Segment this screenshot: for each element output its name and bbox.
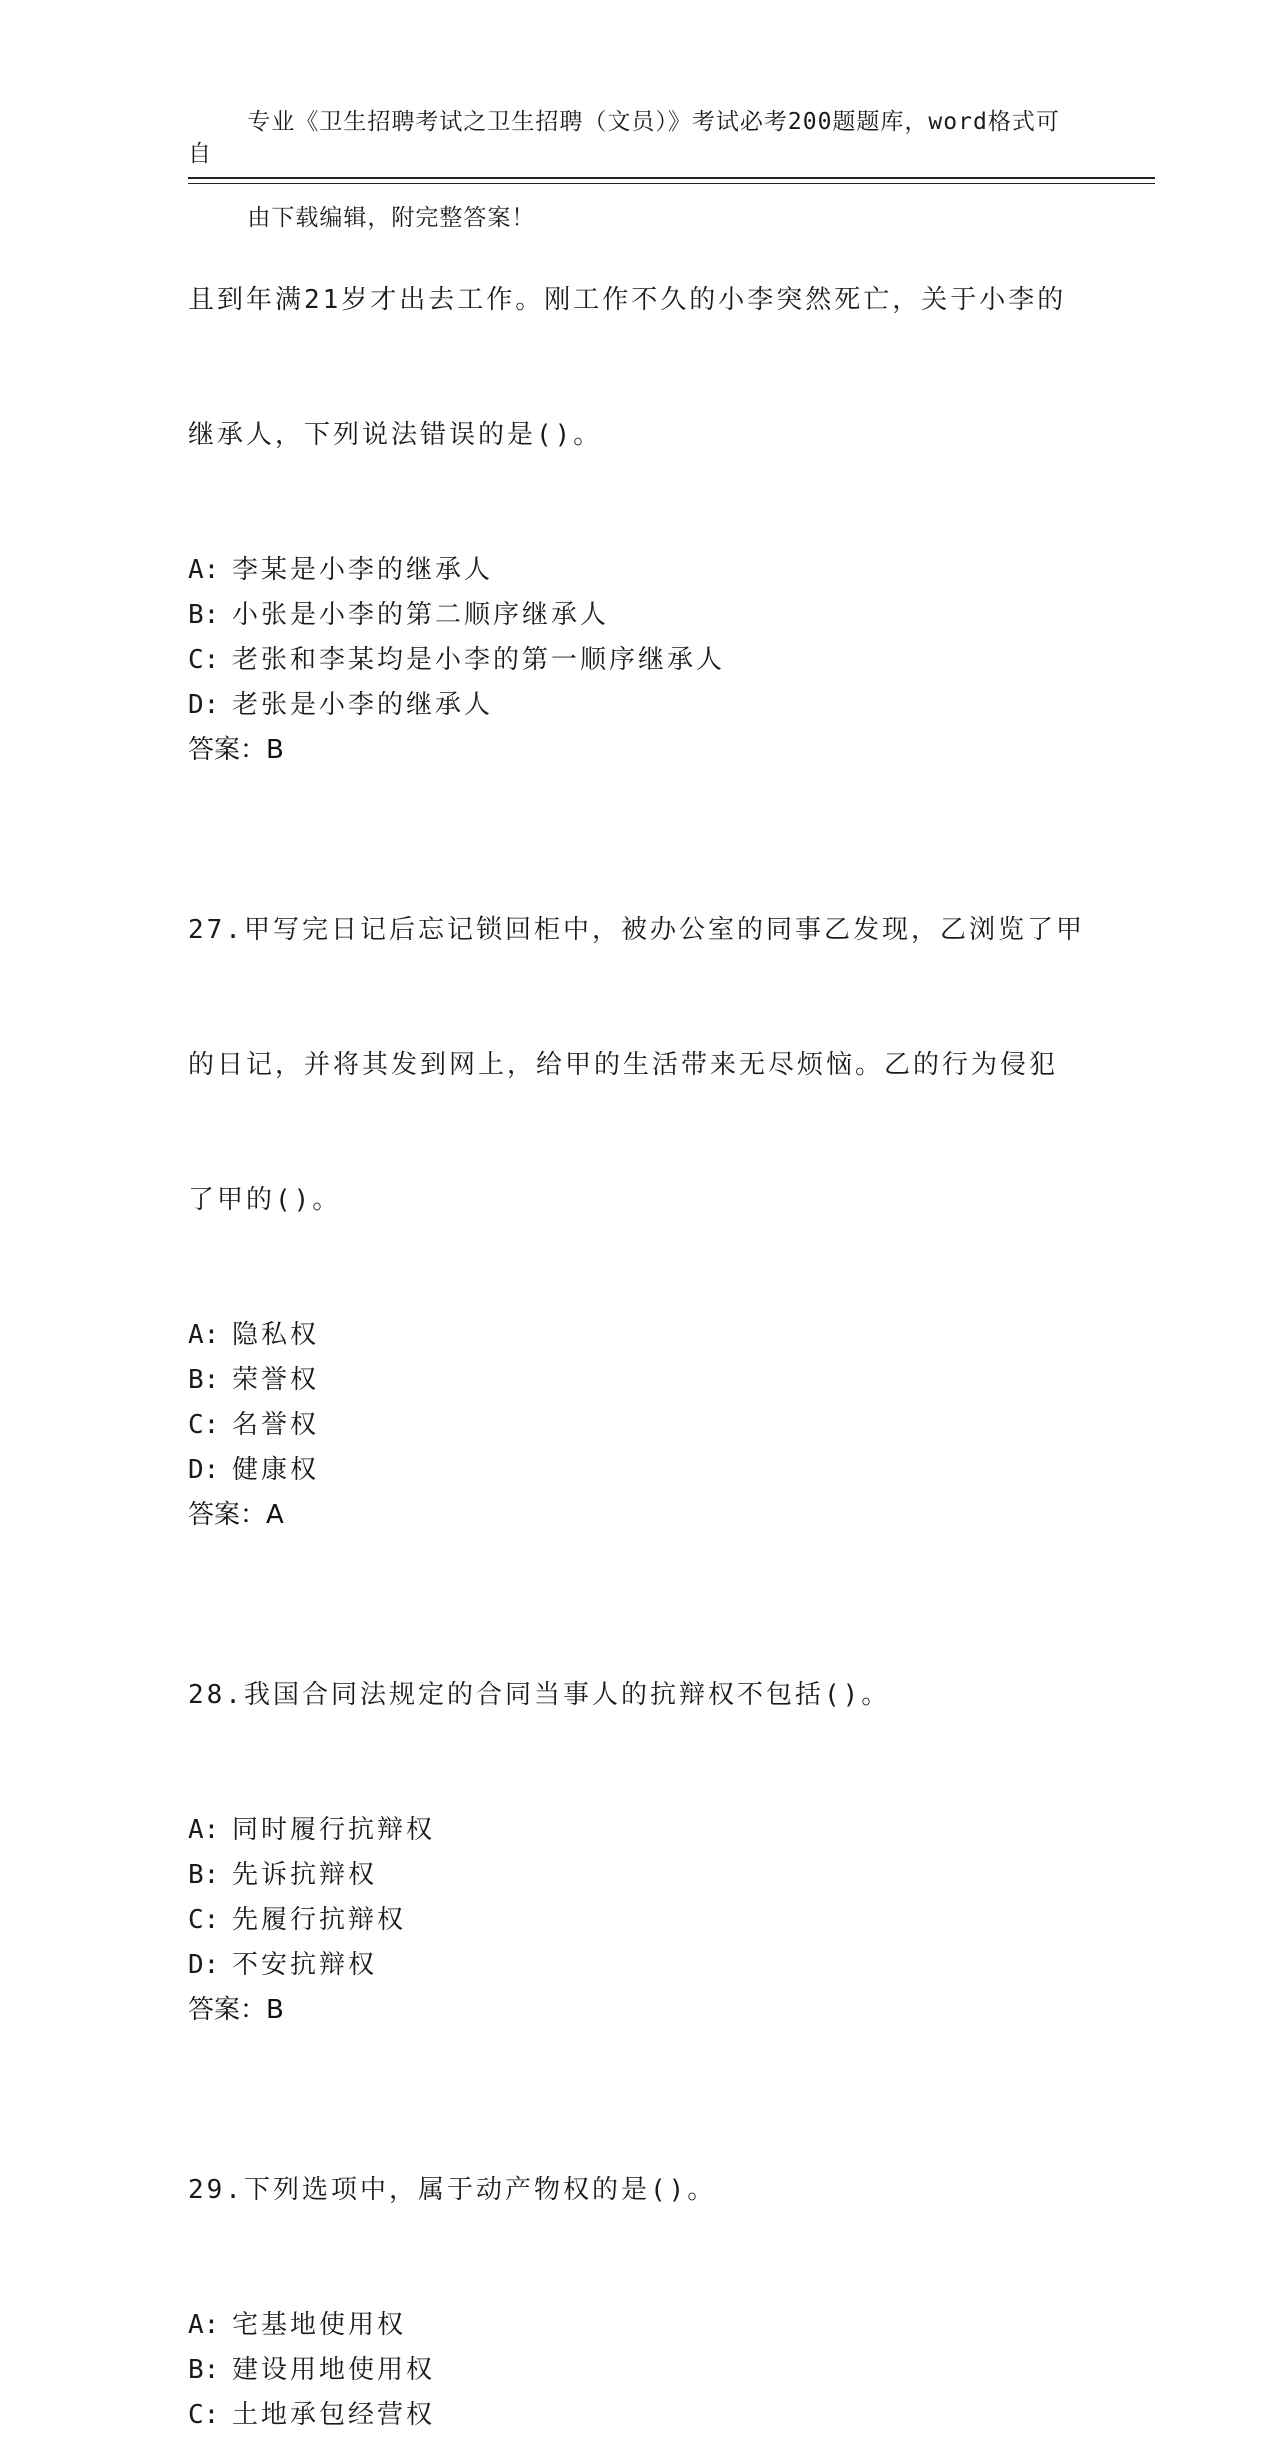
option-key: C: xyxy=(188,2400,220,2430)
option-c xyxy=(188,2393,1088,2438)
option-key: B: xyxy=(188,2355,220,2385)
option-text: 建设用地使用权 xyxy=(232,2355,436,2385)
option-text: 不安抗辩权 xyxy=(232,1950,378,1980)
option-c xyxy=(188,638,1088,683)
option-key: C: xyxy=(188,645,220,675)
question-list xyxy=(188,188,1088,2438)
spacer xyxy=(188,2033,1088,2078)
option-text: 同时履行抗辩权 xyxy=(232,1815,436,1845)
option-text: 先履行抗辩权 xyxy=(232,1905,407,1935)
option-text: 隐私权 xyxy=(232,1320,320,1350)
option-d xyxy=(188,1943,1088,1988)
option-c xyxy=(188,1403,1088,1448)
question-text-line: 了甲的()。 xyxy=(188,1185,342,1215)
option-a xyxy=(188,1808,1088,1853)
option-text: 老张是小李的继承人 xyxy=(232,690,494,720)
header-line-1: 专业《卫生招聘考试之卫生招聘（文员）》考试必考200题题库，word格式可自 xyxy=(188,109,1060,167)
option-a xyxy=(188,548,1088,593)
option-text: 土地承包经营权 xyxy=(232,2400,436,2430)
option-a xyxy=(188,2303,1088,2348)
option-d xyxy=(188,683,1088,728)
question-text-line: 27.甲写完日记后忘记锁回柜中，被办公室的同事乙发现，乙浏览了甲 xyxy=(188,915,1085,945)
question-block-28 xyxy=(188,1583,1088,2033)
spacer xyxy=(188,773,1088,818)
option-b xyxy=(188,1853,1088,1898)
option-text: 健康权 xyxy=(232,1455,320,1485)
header-line-2: 由下载编辑，附完整答案！ xyxy=(247,205,536,231)
option-d xyxy=(188,1448,1088,1493)
question-text xyxy=(188,818,1088,1313)
header-divider-thick xyxy=(188,177,1155,179)
option-text: 名誉权 xyxy=(232,1410,320,1440)
option-text: 先诉抗辩权 xyxy=(232,1860,378,1890)
option-b xyxy=(188,2348,1088,2393)
option-key: B: xyxy=(188,600,220,630)
question-text-line: 继承人，下列说法错误的是()。 xyxy=(188,420,603,450)
option-key: D: xyxy=(188,1455,220,1485)
option-key: B: xyxy=(188,1365,220,1395)
question-text-line: 的日记，并将其发到网上，给甲的生活带来无尽烦恼。乙的行为侵犯 xyxy=(188,1050,1059,1080)
option-text: 宅基地使用权 xyxy=(232,2310,407,2340)
option-text: 小张是小李的第二顺序继承人 xyxy=(232,600,610,630)
option-b xyxy=(188,1358,1088,1403)
option-key: D: xyxy=(188,1950,220,1980)
question-text xyxy=(188,1583,1088,1808)
question-text-line: 28.我国合同法规定的合同当事人的抗辩权不包括()。 xyxy=(188,1680,891,1710)
question-text-line: 29.下列选项中，属于动产物权的是()。 xyxy=(188,2175,717,2205)
answer-line: 答案：B xyxy=(188,1995,284,2025)
question-text xyxy=(188,188,1088,548)
option-c xyxy=(188,1898,1088,1943)
option-text: 李某是小李的继承人 xyxy=(232,555,494,585)
spacer xyxy=(188,1538,1088,1583)
header-divider-thin xyxy=(188,183,1155,184)
question-text xyxy=(188,2078,1088,2303)
option-key: C: xyxy=(188,1905,220,1935)
answer-line: 答案：A xyxy=(188,1500,284,1530)
option-b xyxy=(188,593,1088,638)
answer-line: 答案：B xyxy=(188,735,284,765)
option-key: C: xyxy=(188,1410,220,1440)
option-a xyxy=(188,1313,1088,1358)
question-block-27 xyxy=(188,818,1088,1538)
option-key: B: xyxy=(188,1860,220,1890)
question-block-29 xyxy=(188,2078,1088,2438)
option-key: A: xyxy=(188,1815,220,1845)
option-text: 荣誉权 xyxy=(232,1365,320,1395)
option-key: A: xyxy=(188,2310,220,2340)
option-text: 老张和李某均是小李的第一顺序继承人 xyxy=(232,645,726,675)
option-key: A: xyxy=(188,555,220,585)
option-key: A: xyxy=(188,1320,220,1350)
option-key: D: xyxy=(188,690,220,720)
question-block-continued xyxy=(188,188,1088,773)
question-text-line: 且到年满21岁才出去工作。刚工作不久的小李突然死亡，关于小李的 xyxy=(188,285,1067,315)
